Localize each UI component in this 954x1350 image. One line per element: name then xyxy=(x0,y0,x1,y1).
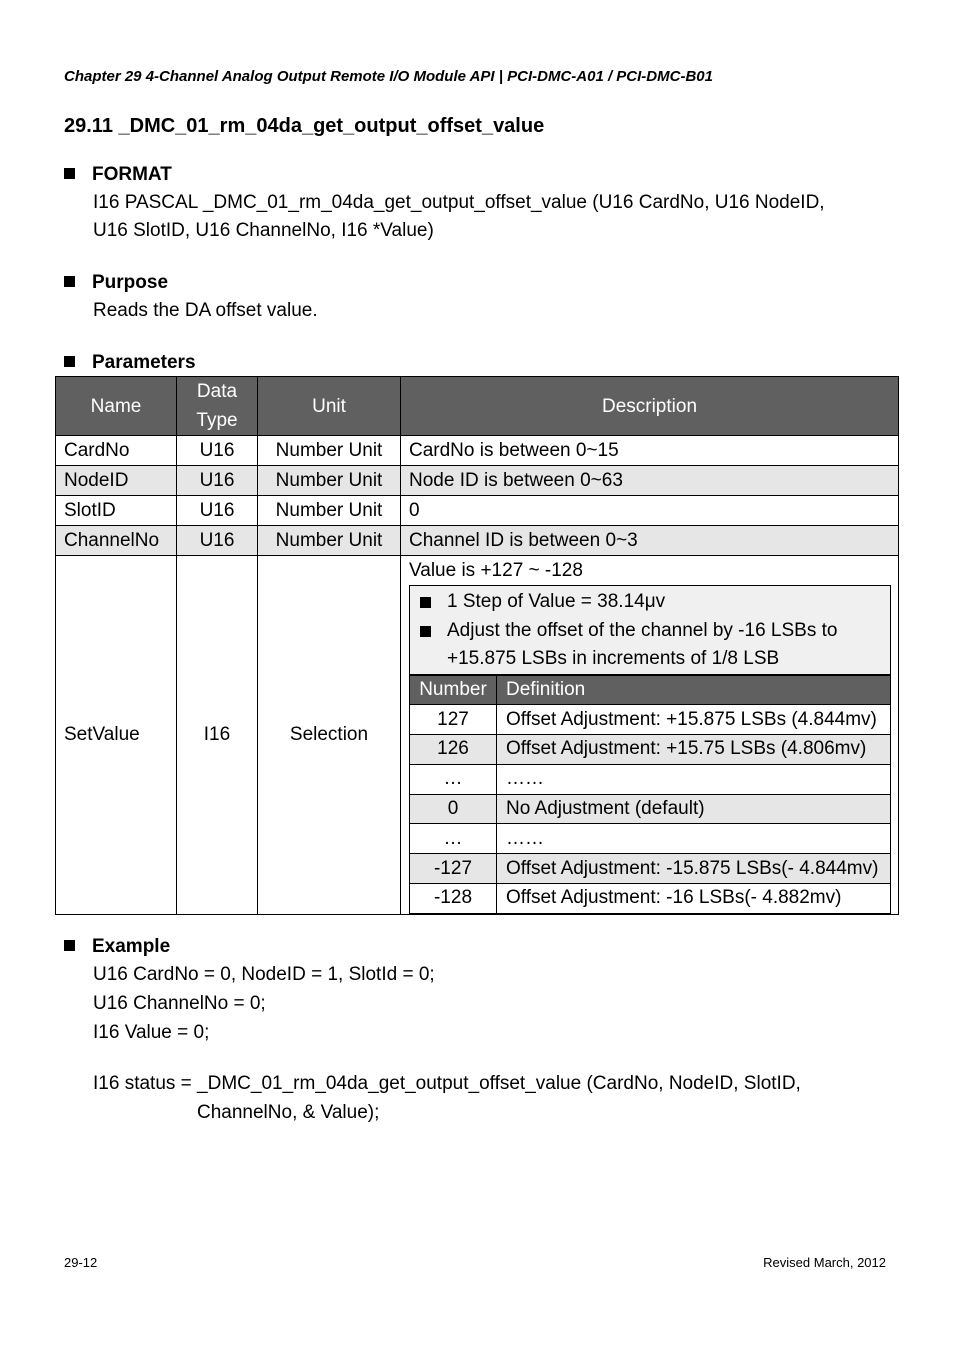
param-unit: Number Unit xyxy=(258,526,401,556)
square-bullet-icon xyxy=(420,597,431,608)
table-row xyxy=(410,735,891,765)
col-name-header: Name xyxy=(56,377,177,436)
example-heading xyxy=(64,936,170,958)
param-unit: Number Unit xyxy=(258,436,401,466)
param-name: SlotID xyxy=(56,496,177,526)
param-type: U16 xyxy=(177,436,258,466)
param-description: Node ID is between 0~63 xyxy=(401,466,899,496)
col-description-header: Description xyxy=(401,377,899,436)
example-call-line-2: ChannelNo, & Value); xyxy=(197,1102,380,1123)
offset-definition: Offset Adjustment: -16 LSBs(- 4.882mv) xyxy=(497,884,891,914)
table-row-setvalue xyxy=(56,556,899,915)
offset-number: 127 xyxy=(410,705,497,735)
table-row xyxy=(410,705,891,735)
purpose-heading xyxy=(64,272,168,294)
square-bullet-icon xyxy=(64,168,75,179)
offset-number: 0 xyxy=(410,794,497,824)
parameters-heading-label: Parameters xyxy=(92,352,196,373)
definition-column-header: Definition xyxy=(497,675,891,705)
purpose-text: Reads the DA offset value. xyxy=(93,300,318,321)
col-type-header-line1: Data xyxy=(196,381,238,402)
param-description: CardNo is between 0~15 xyxy=(401,436,899,466)
offset-number: -128 xyxy=(410,884,497,914)
section-title: 29.11 _DMC_01_rm_04da_get_output_offset_value xyxy=(64,115,545,137)
table-row xyxy=(56,466,899,496)
value-range-text: Value is +127 ~ -128 xyxy=(409,560,583,581)
offset-definition: Offset Adjustment: -15.875 LSBs(- 4.844mv) xyxy=(497,854,891,884)
param-type: U16 xyxy=(177,466,258,496)
param-name: SetValue xyxy=(56,556,177,915)
number-column-header: Number xyxy=(410,675,497,705)
parameters-header-row xyxy=(56,377,899,436)
table-row xyxy=(410,794,891,824)
square-bullet-icon xyxy=(64,356,75,367)
col-type-header xyxy=(177,377,258,436)
parameters-table xyxy=(55,376,899,915)
param-name: NodeID xyxy=(56,466,177,496)
format-line-1: I16 PASCAL _DMC_01_rm_04da_get_output_offset_value (U16 CardNo, U16 NodeID, xyxy=(93,192,825,213)
setvalue-description xyxy=(401,556,898,914)
purpose-heading-label: Purpose xyxy=(92,272,169,293)
offset-definition: Offset Adjustment: +15.875 LSBs (4.844mv) xyxy=(497,705,891,735)
note-item xyxy=(420,617,890,646)
param-type: I16 xyxy=(177,556,258,915)
page-number: 29-12 xyxy=(64,1255,98,1270)
param-unit: Number Unit xyxy=(258,496,401,526)
param-description: 0 xyxy=(401,496,899,526)
offset-number: 126 xyxy=(410,735,497,765)
example-heading-label: Example xyxy=(92,936,171,957)
param-type: U16 xyxy=(177,496,258,526)
revision-date: Revised March, 2012 xyxy=(763,1255,886,1270)
format-line-2: U16 SlotID, U16 ChannelNo, I16 *Value) xyxy=(93,220,434,241)
table-row xyxy=(410,884,891,914)
parameters-heading xyxy=(64,352,196,374)
offset-definition-table xyxy=(409,675,891,914)
chapter-header: Chapter 29 4-Channel Analog Output Remote I/O Module API | PCI-DMC-A01 / PCI-DMC-B01 xyxy=(64,68,713,85)
param-unit: Selection xyxy=(258,556,401,915)
square-bullet-icon xyxy=(64,940,75,951)
table-row xyxy=(410,764,891,794)
table-row xyxy=(410,824,891,854)
offset-number: -127 xyxy=(410,854,497,884)
table-row xyxy=(56,496,899,526)
col-unit-header: Unit xyxy=(258,377,401,436)
example-line-3: I16 Value = 0; xyxy=(93,1022,210,1043)
offset-table-header xyxy=(410,675,891,705)
square-bullet-icon xyxy=(420,626,431,637)
format-heading xyxy=(64,164,172,186)
param-description xyxy=(401,556,899,915)
offset-number: … xyxy=(410,764,497,794)
note-text: Adjust the offset of the channel by -16 LSBs to xyxy=(447,619,838,641)
table-row xyxy=(56,436,899,466)
note-continuation: +15.875 LSBs in increments of 1/8 LSB xyxy=(447,648,780,669)
table-row xyxy=(56,526,899,556)
table-row xyxy=(410,854,891,884)
example-call-line-1: I16 status = _DMC_01_rm_04da_get_output_offset_value (CardNo, NodeID, SlotID, xyxy=(93,1073,801,1094)
offset-definition: No Adjustment (default) xyxy=(497,794,891,824)
offset-number: … xyxy=(410,824,497,854)
notes-box xyxy=(409,585,891,675)
offset-definition: …… xyxy=(497,824,891,854)
offset-definition: Offset Adjustment: +15.75 LSBs (4.806mv) xyxy=(497,735,891,765)
offset-definition: …… xyxy=(497,764,891,794)
note-text: 1 Step of Value = 38.14μv xyxy=(447,591,666,612)
example-line-2: U16 ChannelNo = 0; xyxy=(93,993,266,1014)
note-item xyxy=(420,588,890,617)
param-name: ChannelNo xyxy=(56,526,177,556)
col-type-header-line2: Type xyxy=(196,410,238,431)
param-type: U16 xyxy=(177,526,258,556)
example-line-1: U16 CardNo = 0, NodeID = 1, SlotId = 0; xyxy=(93,964,435,985)
format-heading-label: FORMAT xyxy=(92,164,172,185)
param-description: Channel ID is between 0~3 xyxy=(401,526,899,556)
square-bullet-icon xyxy=(64,276,75,287)
param-unit: Number Unit xyxy=(258,466,401,496)
param-name: CardNo xyxy=(56,436,177,466)
